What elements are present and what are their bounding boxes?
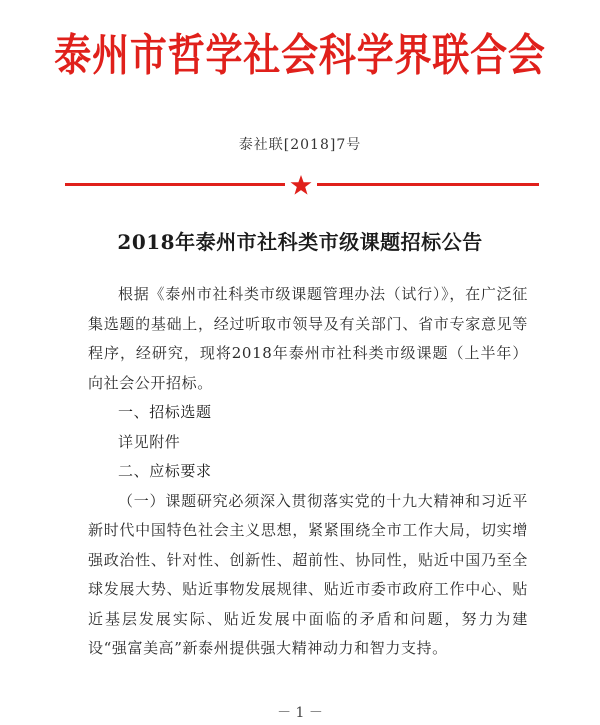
masthead-title: 泰州市哲学社会科学界联合会	[54, 30, 546, 81]
red-line-right	[317, 183, 539, 186]
star-icon	[290, 175, 312, 195]
requirement-item-1: （一）课题研究必须深入贯彻落实党的十九大精神和习近平新时代中国特色社会主义思想，紧紧围绕全市工作大局，切实增强政治性、针对性、创新性、超前性、协同性，贴近中国乃至全球发展大势、贴近事物发展规律、贴近市委市政府工作中心、贴近基层发展实际、贴近发展中面临的矛盾和问题，努力为建设“强富美高”新泰州提供强大精神动力和智力支持。	[88, 491, 528, 657]
document-number: 泰社联[2018]7号	[238, 137, 362, 153]
section-heading-topics: 一、招标选题	[118, 403, 212, 421]
red-divider	[0, 175, 600, 195]
section-heading-requirements: 二、应标要求	[118, 462, 212, 480]
topics-text: 详见附件	[118, 432, 181, 451]
document-body	[88, 280, 528, 664]
notice-title: 2018年泰州市社科类市级课题招标公告	[117, 230, 483, 254]
page-number: － 1 －	[277, 705, 323, 721]
intro-paragraph: 根据《泰州市社科类市级课题管理办法（试行）》，在广泛征集选题的基础上，经过听取市领导及有关部门、省市专家意见等程序，经研究，现将2018年泰州市社科类市级课题（上半年）向社会公开招标。	[88, 285, 528, 392]
red-line-left	[65, 183, 285, 186]
